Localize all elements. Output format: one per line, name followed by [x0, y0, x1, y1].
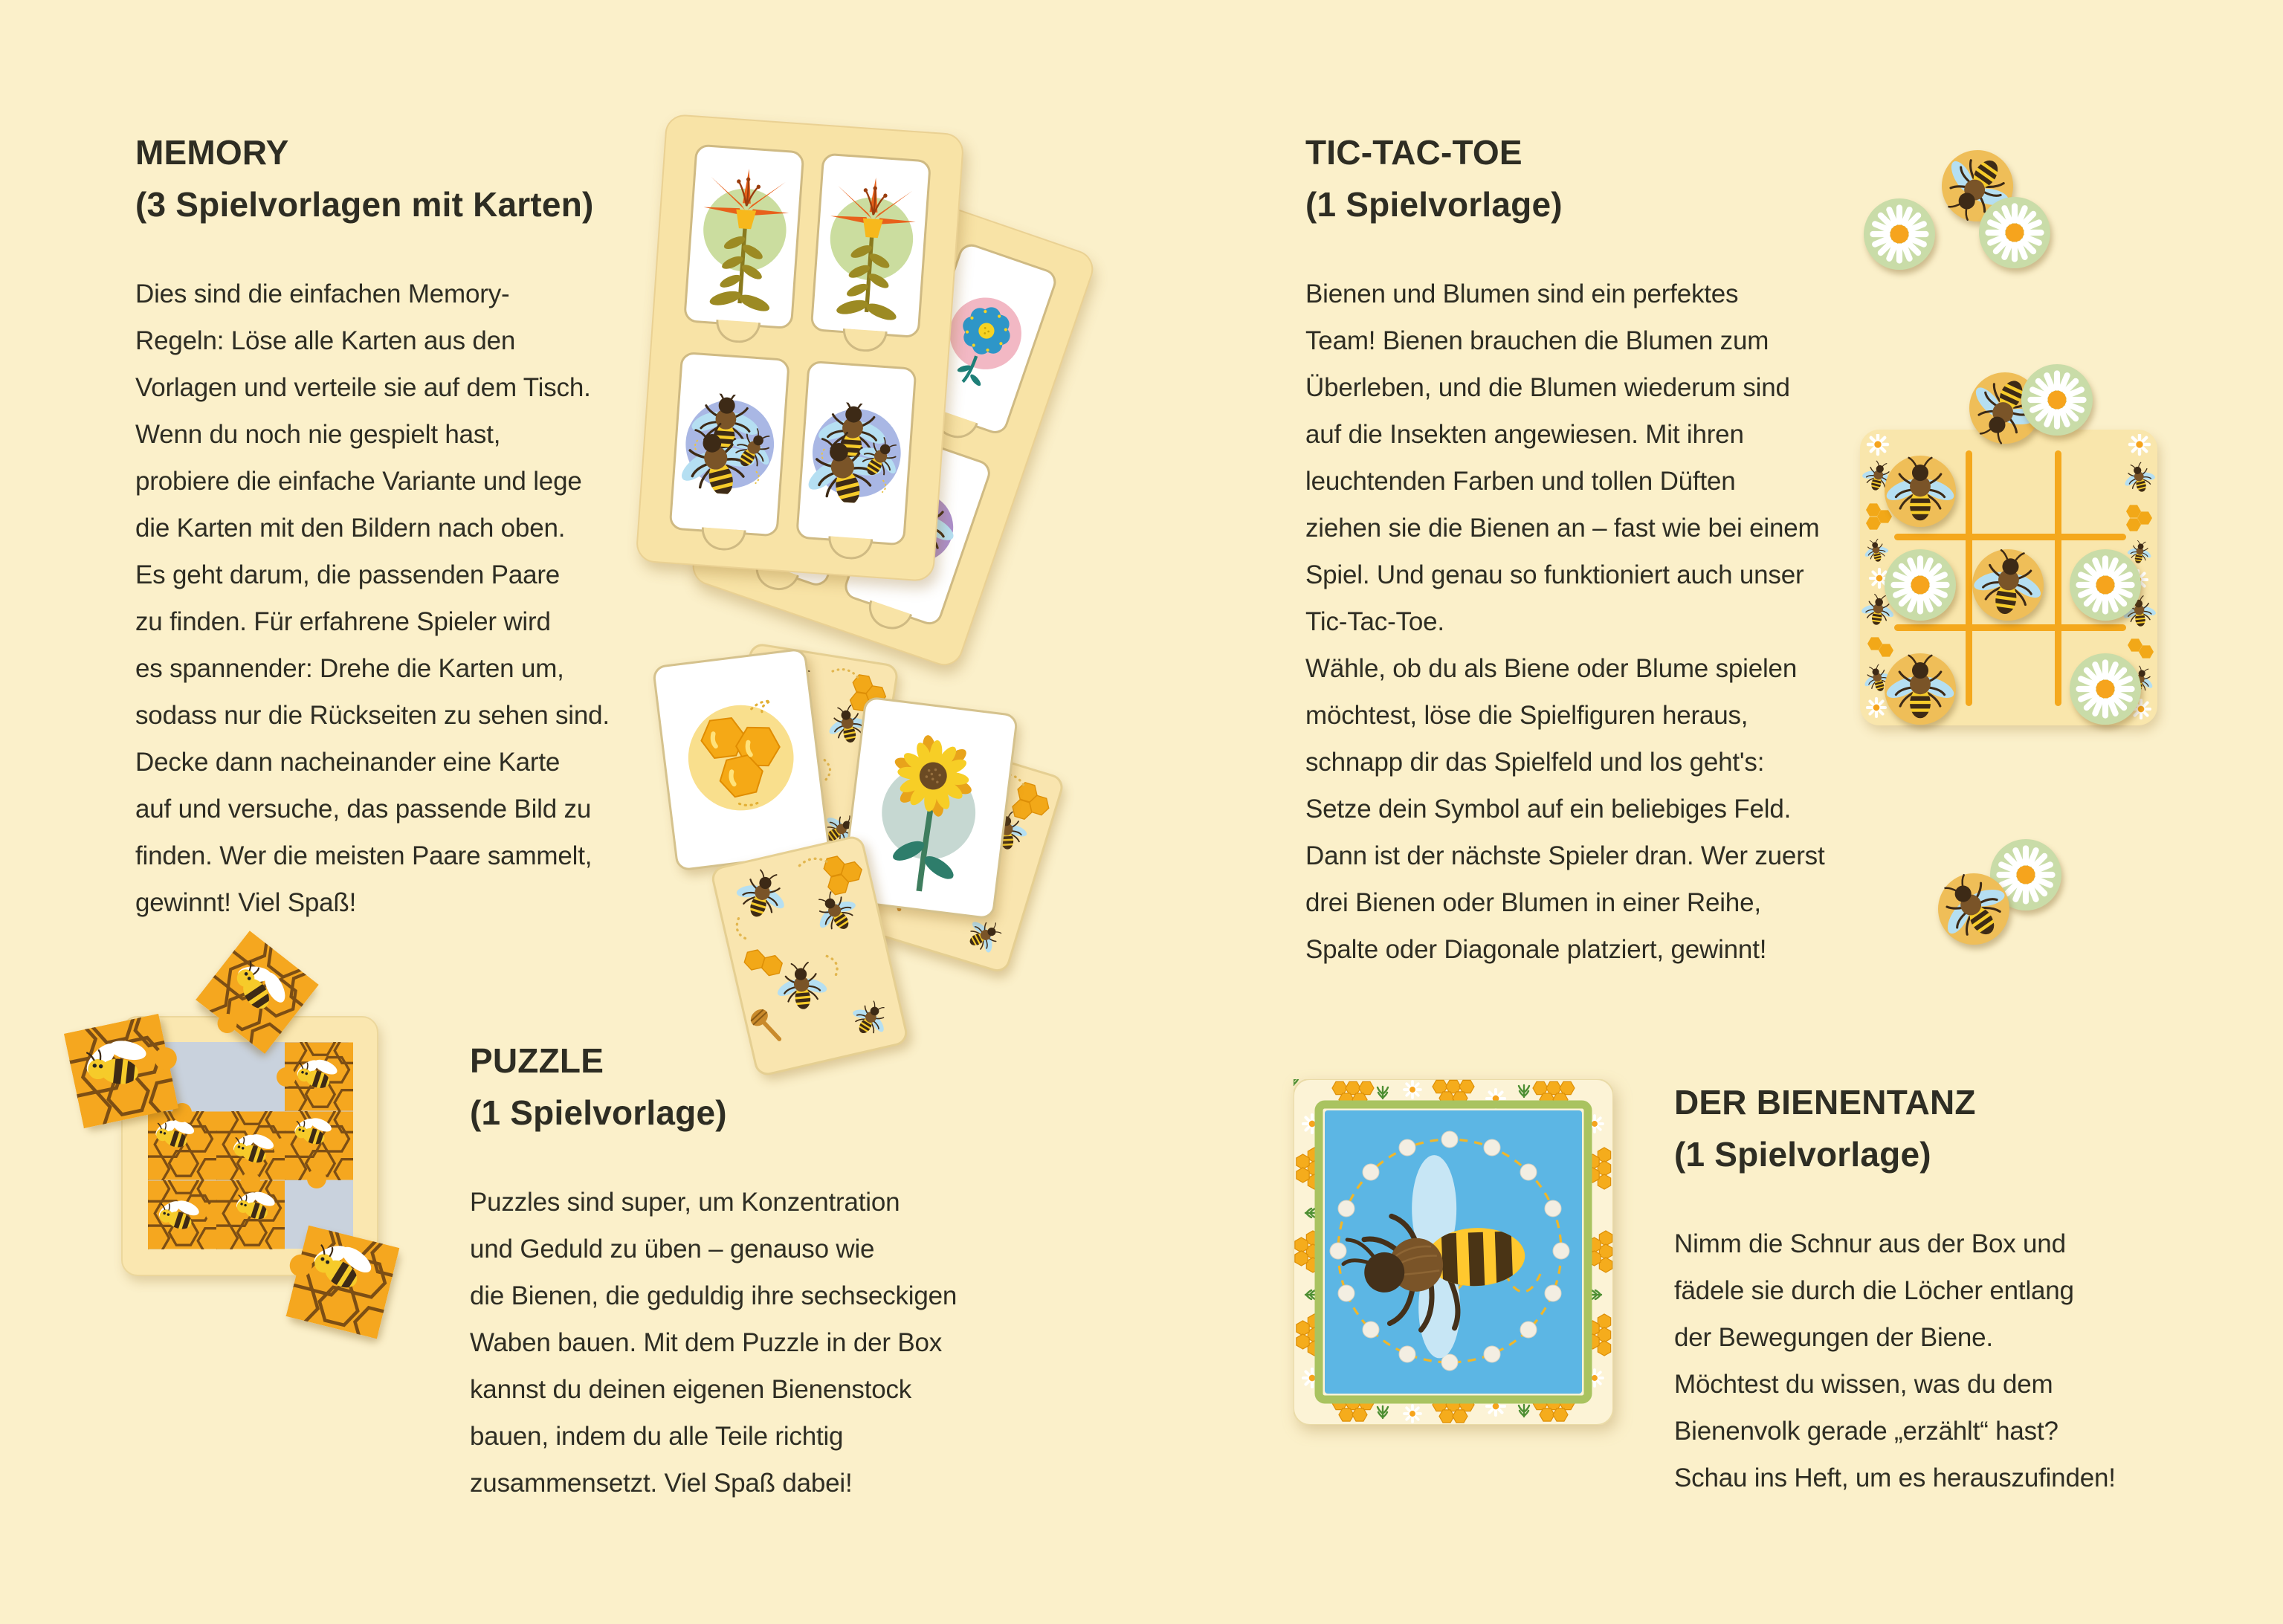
bienentanz-title: DER BIENENTANZ [1674, 1083, 1976, 1122]
puzzle-piece [216, 1180, 285, 1249]
tictactoe-title: TIC-TAC-TOE [1305, 133, 1522, 172]
puzzle-recess [148, 1042, 353, 1249]
tictactoe-subtitle: (1 Spielvorlage) [1305, 185, 1563, 224]
bee-dance-card [1294, 1079, 1613, 1425]
puzzle-section [470, 1035, 957, 1507]
puzzle-piece [148, 1180, 216, 1249]
text-line: Wenn du noch nie gespielt hast, [135, 420, 501, 449]
puzzle-piece [285, 1111, 353, 1180]
text-line: drei Bienen oder Blumen in einer Reihe, [1305, 888, 1761, 917]
text-line: Puzzles sind super, um Konzentration [470, 1188, 900, 1217]
text-line: Spiel. Und genau so funktioniert auch unser [1305, 560, 1804, 589]
text-line: Wähle, ob du als Biene oder Blume spielen [1305, 654, 1798, 683]
bee-trio-card-icon [803, 400, 909, 506]
tictactoe-board [1860, 430, 2157, 725]
bienentanz-section [1674, 1076, 2116, 1501]
flower-token [1885, 549, 1956, 621]
text-line: ziehen sie die Bienen an – fast wie bei einem [1305, 514, 1820, 543]
memory-section [135, 126, 610, 926]
flower-token [2070, 653, 2141, 725]
memory-card-slot [795, 360, 917, 546]
text-line: probiere die einfache Variante und lege [135, 467, 582, 496]
text-line: der Bewegungen der Biene. [1674, 1323, 1993, 1352]
flower-token [2070, 549, 2141, 621]
text-line: die Karten mit den Bildern nach oben. [135, 514, 566, 543]
text-line: auf die Insekten angewiesen. Mit ihren [1305, 420, 1744, 449]
memory-card-slot [683, 144, 804, 330]
text-line: Bienenvolk gerade „erzählt“ hast? [1674, 1417, 2058, 1446]
text-line: finden. Wer die meisten Paare sammelt, [135, 841, 592, 870]
text-line: bauen, indem du alle Teile richtig [470, 1422, 844, 1451]
text-line: Team! Bienen brauchen die Blumen zum [1305, 326, 1769, 355]
text-line: Vorlagen und verteile sie auf dem Tisch. [135, 373, 591, 402]
text-line: kannst du deinen eigenen Bienenstock [470, 1375, 912, 1404]
text-line: Dann ist der nächste Spieler dran. Wer zuerst [1305, 841, 1825, 870]
text-line: und Geduld zu üben – genauso wie [470, 1235, 875, 1264]
bienentanz-subtitle: (1 Spielvorlage) [1674, 1135, 1931, 1174]
bee-token [1938, 873, 2009, 945]
memory-card-slot [669, 352, 790, 537]
bee-token [1885, 456, 1956, 527]
text-line: Tic-Tac-Toe. [1305, 607, 1444, 636]
puzzle-piece [148, 1111, 216, 1180]
bienentanz-text [1674, 1220, 2116, 1501]
text-line: Dies sind die einfachen Memory- [135, 279, 510, 308]
puzzle-text [470, 1179, 957, 1507]
text-line: die Bienen, die geduldig ihre sechseckigen [470, 1281, 958, 1310]
text-line: möchtest, löse die Spielfiguren heraus, [1305, 701, 1748, 730]
memory-text [135, 271, 610, 926]
text-line: Spalte oder Diagonale platziert, gewinnt! [1305, 935, 1767, 964]
lily-card-icon [692, 155, 796, 318]
text-line: Schau ins Heft, um es herauszufinden! [1674, 1463, 2116, 1492]
text-line: sodass nur die Rückseiten zu sehen sind. [135, 701, 610, 730]
text-line: zu finden. Für erfahrene Spieler wird [135, 607, 551, 636]
text-line: zusammensetzt. Viel Spaß dabei! [470, 1469, 853, 1498]
honeycomb-card-icon [668, 666, 816, 853]
text-line: Es geht darum, die passenden Paare [135, 560, 561, 589]
tictactoe-text [1305, 271, 1824, 973]
board-gridline [1894, 624, 2126, 631]
memory-card-honeycomb [652, 647, 830, 871]
flower-token [1979, 197, 2050, 268]
memory-subtitle: (3 Spielvorlagen mit Karten) [135, 185, 594, 224]
text-line: Bienen und Blumen sind ein perfektes [1305, 279, 1739, 308]
flower-token [1864, 198, 1935, 270]
text-line: auf und versuche, das passende Bild zu [135, 795, 592, 824]
puzzle-piece-loose [64, 1014, 178, 1128]
text-line: schnapp dir das Spielfeld und los geht's: [1305, 748, 1765, 777]
puzzle-piece [216, 1111, 285, 1180]
bee-token [1972, 549, 2044, 621]
text-line: Waben bauen. Mit dem Puzzle in der Box [470, 1328, 943, 1357]
memory-title: MEMORY [135, 133, 289, 172]
bee-token [1885, 653, 1956, 725]
board-gridline [2055, 450, 2061, 706]
puzzle-title: PUZZLE [470, 1041, 604, 1080]
text-line: fädele sie durch die Löcher entlang [1674, 1276, 2074, 1305]
text-line: Nimm die Schnur aus der Box und [1674, 1229, 2066, 1258]
puzzle-subtitle: (1 Spielvorlage) [470, 1093, 727, 1132]
text-line: es spannender: Drehe die Karten um, [135, 654, 564, 683]
text-line: Regeln: Löse alle Karten aus den [135, 326, 516, 355]
lily-card-icon [818, 164, 923, 327]
puzzle-piece [285, 1042, 353, 1111]
text-line: Decke dann nacheinander eine Karte [135, 748, 561, 777]
board-gridline [1894, 534, 2126, 540]
bee-trio-card-icon [676, 391, 783, 497]
sunflower-card-icon [862, 707, 997, 910]
flower-token [2021, 364, 2093, 436]
memory-card-slot [810, 152, 931, 338]
tictactoe-section [1305, 126, 1824, 973]
text-line: leuchtenden Farben und tollen Düften [1305, 467, 1736, 496]
memory-sheet-front [635, 114, 964, 583]
text-line: Möchtest du wissen, was du dem [1674, 1370, 2053, 1399]
text-line: Überleben, und die Blumen wiederum sind [1305, 373, 1790, 402]
text-line: gewinnt! Viel Spaß! [135, 888, 357, 917]
text-line: Setze dein Symbol auf ein beliebiges Feld. [1305, 795, 1792, 824]
board-gridline [1966, 450, 1972, 706]
